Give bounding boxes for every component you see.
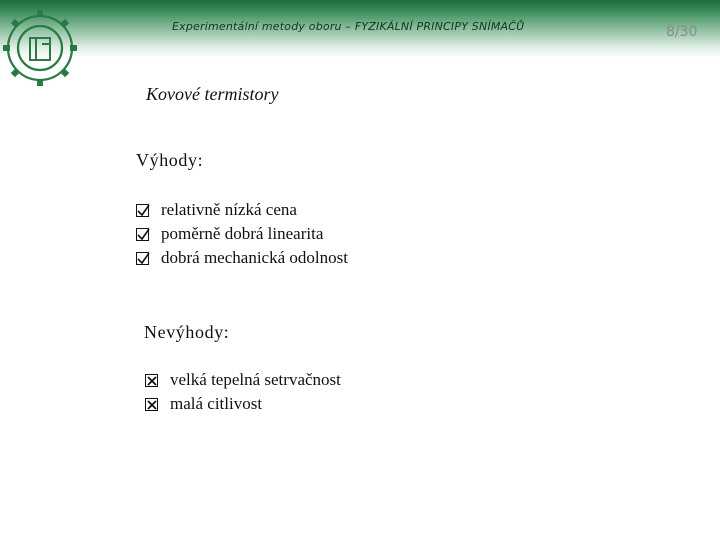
disadvantages-heading: Nevýhody: [144,322,230,342]
advantage-text: relativně nízká cena [161,200,297,219]
disadvantage-text: velká tepelná setrvačnost [170,370,341,389]
page-number: 8/30 [666,24,698,40]
list-item [145,368,341,392]
institution-logo [0,0,80,95]
crossed-box-icon [145,374,158,387]
advantages-heading: Výhody: [136,150,204,170]
checked-box-icon [136,228,149,241]
list-item [136,246,348,270]
advantages-list [136,198,348,270]
crossed-box-icon [145,398,158,411]
slide-title: Kovové termistory [146,84,279,104]
checked-box-icon [136,204,149,217]
list-item [136,198,348,222]
disadvantage-text: malá citlivost [170,394,263,413]
list-item [136,222,348,246]
presentation-title: Experimentální metody oboru – FYZIKÁLNÍ PRINCIPY SNÍMAČŮ [172,20,525,33]
advantage-text: dobrá mechanická odolnost [161,248,348,267]
list-item [145,392,341,416]
checked-box-icon [136,252,149,265]
disadvantages-list [145,368,341,416]
advantage-text: poměrně dobrá linearita [161,224,324,243]
